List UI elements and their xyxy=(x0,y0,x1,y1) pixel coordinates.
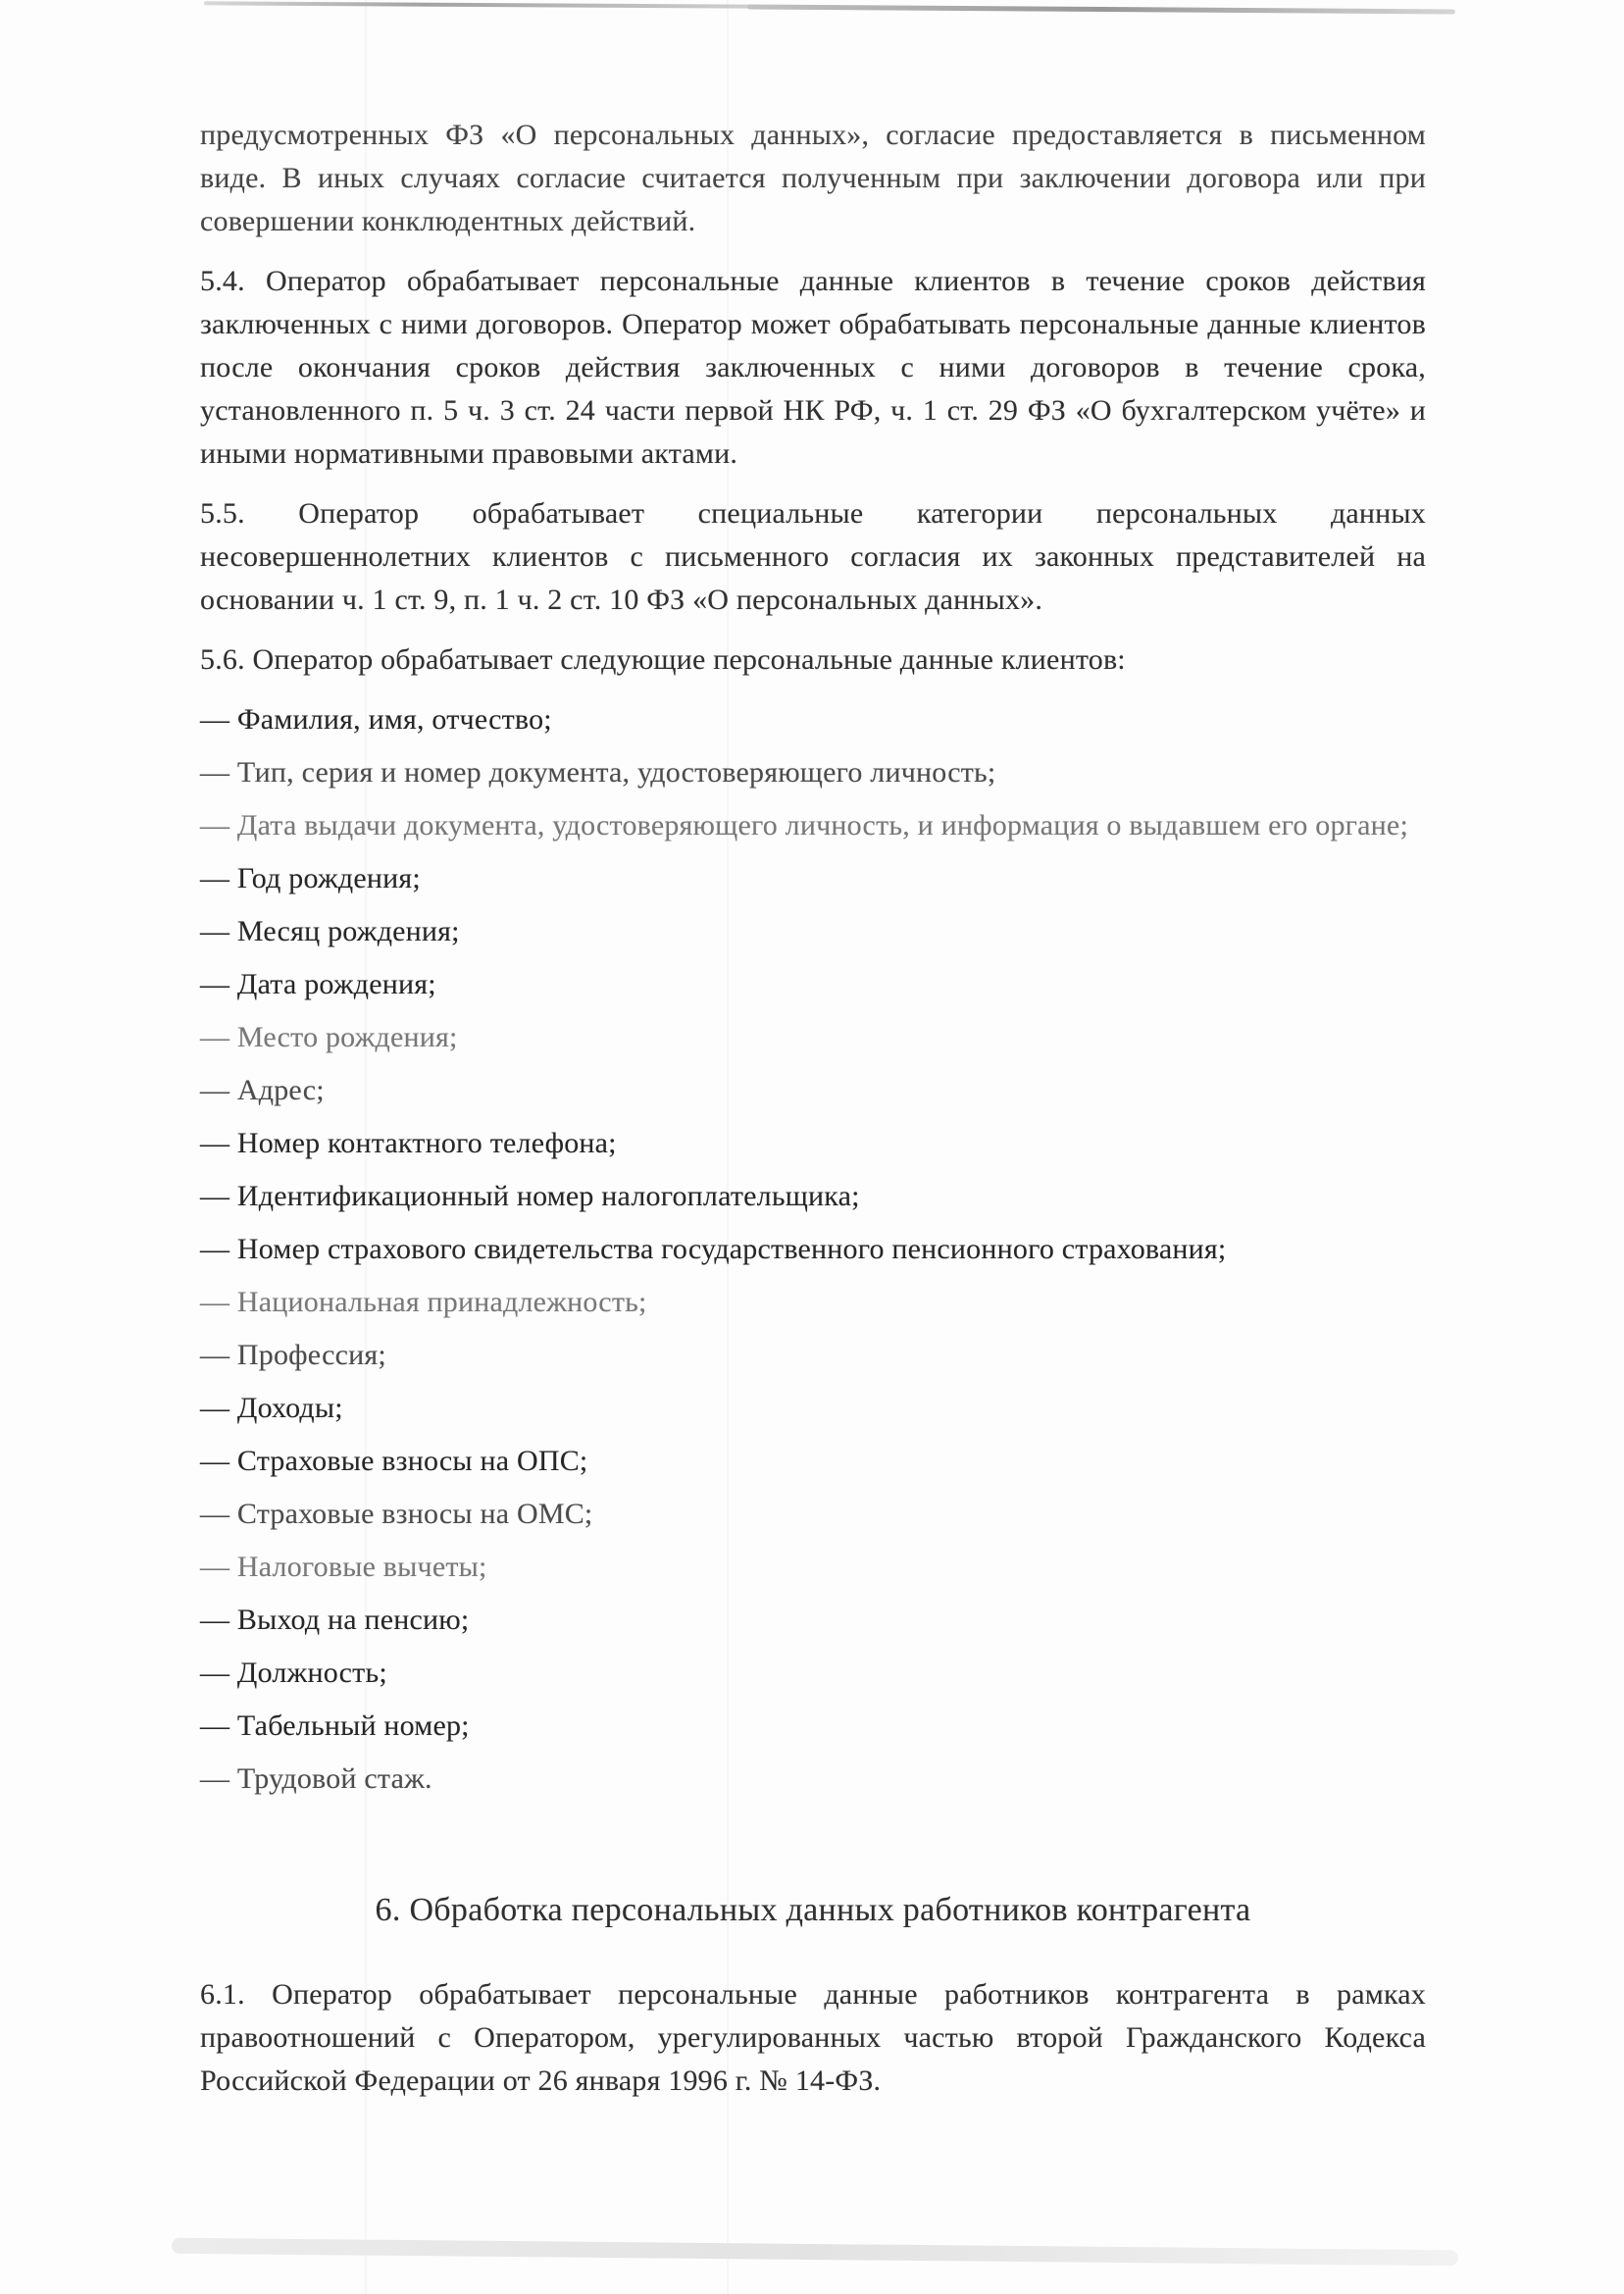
list-item: — Профессия; xyxy=(200,1339,386,1371)
list-item: — Номер страхового свидетельства государственного пенсионного страхования; xyxy=(200,1233,1227,1265)
paragraph-consent-continuation: предусмотренных ФЗ «О персональных данных», согласие предоставляется в письменном виде. В иных случаях согласие считается полученным при заключении договора или при совершении конклюдентных действий. xyxy=(200,119,1426,237)
list-item: — Фамилия, имя, отчество; xyxy=(200,703,552,736)
list-item: — Национальная принадлежность; xyxy=(200,1286,647,1318)
list-item: — Год рождения; xyxy=(200,862,421,894)
list-item: — Табельный номер; xyxy=(200,1709,470,1742)
list-item: — Трудовой стаж. xyxy=(200,1762,432,1795)
list-item: — Тип, серия и номер документа, удостоверяющего личность; xyxy=(200,756,996,789)
paragraph-5-4: 5.4. Оператор обрабатывает персональные данные клиентов в течение сроков действия заключенных с ними договоров. Оператор может обрабатывать персональные данные клиентов после окончания сроков действия заключенных с ними договоров в течение срока, установленного п. 5 ч. 3 ст. 24 части первой НК РФ, ч. 1 ст. 29 ФЗ «О бухгалтерском учёте» и иными нормативными правовыми актами. xyxy=(200,265,1426,470)
list-item: — Должность; xyxy=(200,1657,387,1689)
scan-edge-artifact-top xyxy=(747,4,1455,14)
list-item: — Дата выдачи документа, удостоверяющего личность, и информация о выдавшем его органе; xyxy=(200,809,1408,841)
list-item: — Налоговые вычеты; xyxy=(200,1551,487,1583)
list-item: — Страховые взносы на ОМС; xyxy=(200,1498,593,1530)
document-content xyxy=(200,114,1426,2119)
section-6-heading: 6. Обработка персональных данных работников контрагента xyxy=(375,1892,1251,1928)
list-item: — Адрес; xyxy=(200,1074,325,1106)
scan-edge-artifact-top xyxy=(204,1,753,8)
list-item: — Место рождения; xyxy=(200,1021,458,1053)
client-data-list xyxy=(200,698,1426,1801)
paragraph-5-6: 5.6. Оператор обрабатывает следующие персональные данные клиентов: xyxy=(200,643,1126,676)
list-item: — Номер контактного телефона; xyxy=(200,1127,617,1159)
list-item: — Дата рождения; xyxy=(200,968,436,1000)
paragraph-5-5: 5.5. Оператор обрабатывает специальные категории персональных данных несовершеннолетних клиентов с письменного согласия их законных представителей на основании ч. 1 ст. 9, п. 1 ч. 2 ст. 10 ФЗ «О персональных данных». xyxy=(200,497,1426,616)
paragraph-6-1: 6.1. Оператор обрабатывает персональные данные работников контрагента в рамках правоотношений с Оператором, урегулированных частью второй Гражданского Кодекса Российской Федерации от 26 января 1996 г. № 14-ФЗ. xyxy=(200,1978,1426,2097)
list-item: — Доходы; xyxy=(200,1392,343,1424)
list-item: — Страховые взносы на ОПС; xyxy=(200,1445,588,1477)
list-item: — Месяц рождения; xyxy=(200,915,460,947)
list-item: — Идентификационный номер налогоплательщика; xyxy=(200,1180,860,1212)
list-item: — Выход на пенсию; xyxy=(200,1604,470,1636)
